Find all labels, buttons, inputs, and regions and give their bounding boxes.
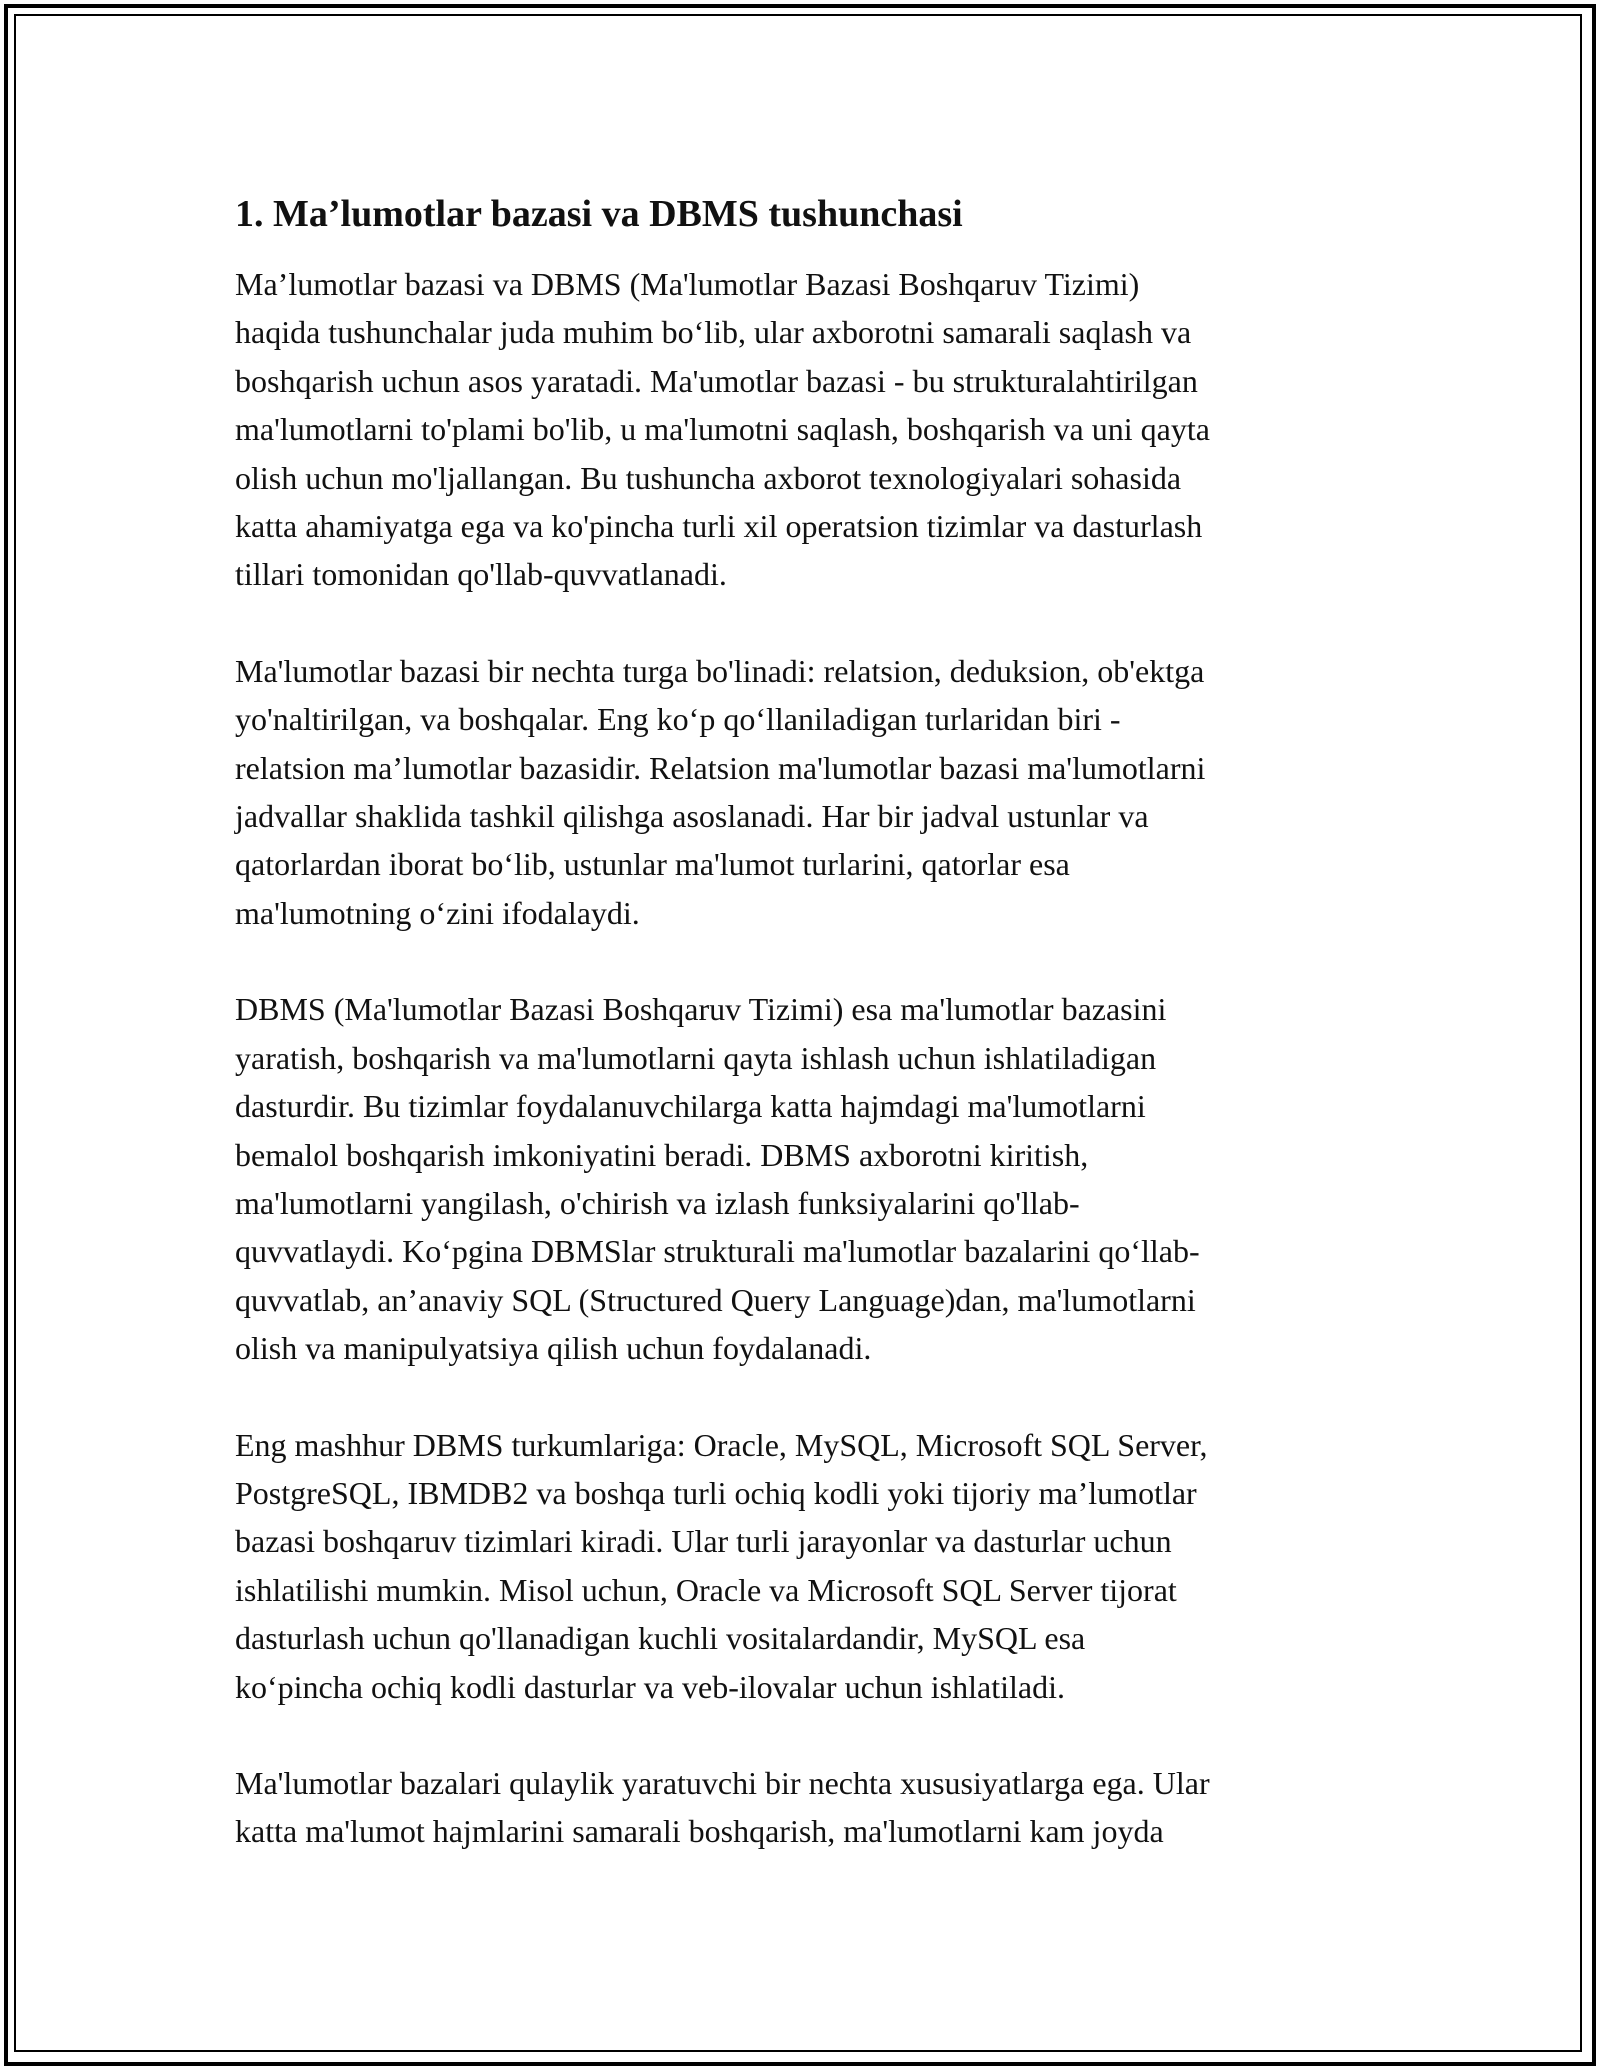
- paragraph-3: DBMS (Ma'lumotlar Bazasi Boshqaruv Tizimi) esa ma'lumotlar bazasini yaratish, boshqarish va ma'lumotlarni qayta ishlash uchun ishlatiladigan dasturdir. Bu tizimlar foydalanuvchilarga katta hajmdagi ma'lumotlarni bemalol boshqarish imkoniyatini beradi. DBMS axborotni kiritish, ma'lumotlarni yangilash, o'chirish va izlash funksiyalarini qo'llab- quvvatlaydi. Ko‘pgina DBMSlar strukturali ma'lumotlar bazalarini qo‘llab- quvvatlab, an’anaviy SQL (Structured Query Language)dan, ma'lumotlarni olish va manipulyatsiya qilish uchun foydalanadi.: [235, 991, 1200, 1367]
- document-body: [235, 188, 1365, 1904]
- paragraph-2: Ma'lumotlar bazasi bir nechta turga bo'linadi: relatsion, deduksion, ob'ektga yo'naltirilgan, va boshqalar. Eng ko‘p qo‘llaniladigan turlaridan biri - relatsion ma’lumotlar bazasidir. Relatsion ma'lumotlar bazasi ma'lumotlarni jadvallar shaklida tashkil qilishga asoslanadi. Har bir jadval ustunlar va qatorlardan iborat bo‘lib, ustunlar ma'lumot turlarini, qatorlar esa ma'lumotning o‘zini ifodalaydi.: [235, 652, 1206, 931]
- paragraph-4: Eng mashhur DBMS turkumlariga: Oracle, MySQL, Microsoft SQL Server, PostgreSQL, IBMDB2 va boshqa turli ochiq kodli yoki tijoriy ma’lumotlar bazasi boshqaruv tizimlari kiradi. Ular turli jarayonlar va dasturlar uchun ishlatilishi mumkin. Misol uchun, Oracle va Microsoft SQL Server tijorat dasturlash uchun qo'llanadigan kuchli vositalardandir, MySQL esa ko‘pincha ochiq kodli dasturlar va veb-ilovalar uchun ishlatiladi.: [235, 1426, 1208, 1705]
- paragraph-1: Ma’lumotlar bazasi va DBMS (Ma'lumotlar Bazasi Boshqaruv Tizimi) haqida tushunchalar juda muhim bo‘lib, ular axborotni samarali saqlash va boshqarish uchun asos yaratadi. Ma'umotlar bazasi - bu strukturalahtirilgan ma'lumotlarni to'plami bo'lib, u ma'lumotni saqlash, boshqarish va uni qayta olish uchun mo'ljallangan. Bu tushuncha axborot texnologiyalari sohasida katta ahamiyatga ega va ko'pincha turli xil operatsion tizimlar va dasturlash tillari tomonidan qo'llab-quvvatlanadi.: [235, 266, 1210, 593]
- paragraph-5: Ma'lumotlar bazalari qulaylik yaratuvchi bir nechta xususiyatlarga ega. Ular katta ma'lumot hajmlarini samarali boshqarish, ma'lumotlarni kam joyda: [235, 1764, 1210, 1850]
- section-heading: 1. Ma’lumotlar bazasi va DBMS tushunchasi: [235, 193, 963, 235]
